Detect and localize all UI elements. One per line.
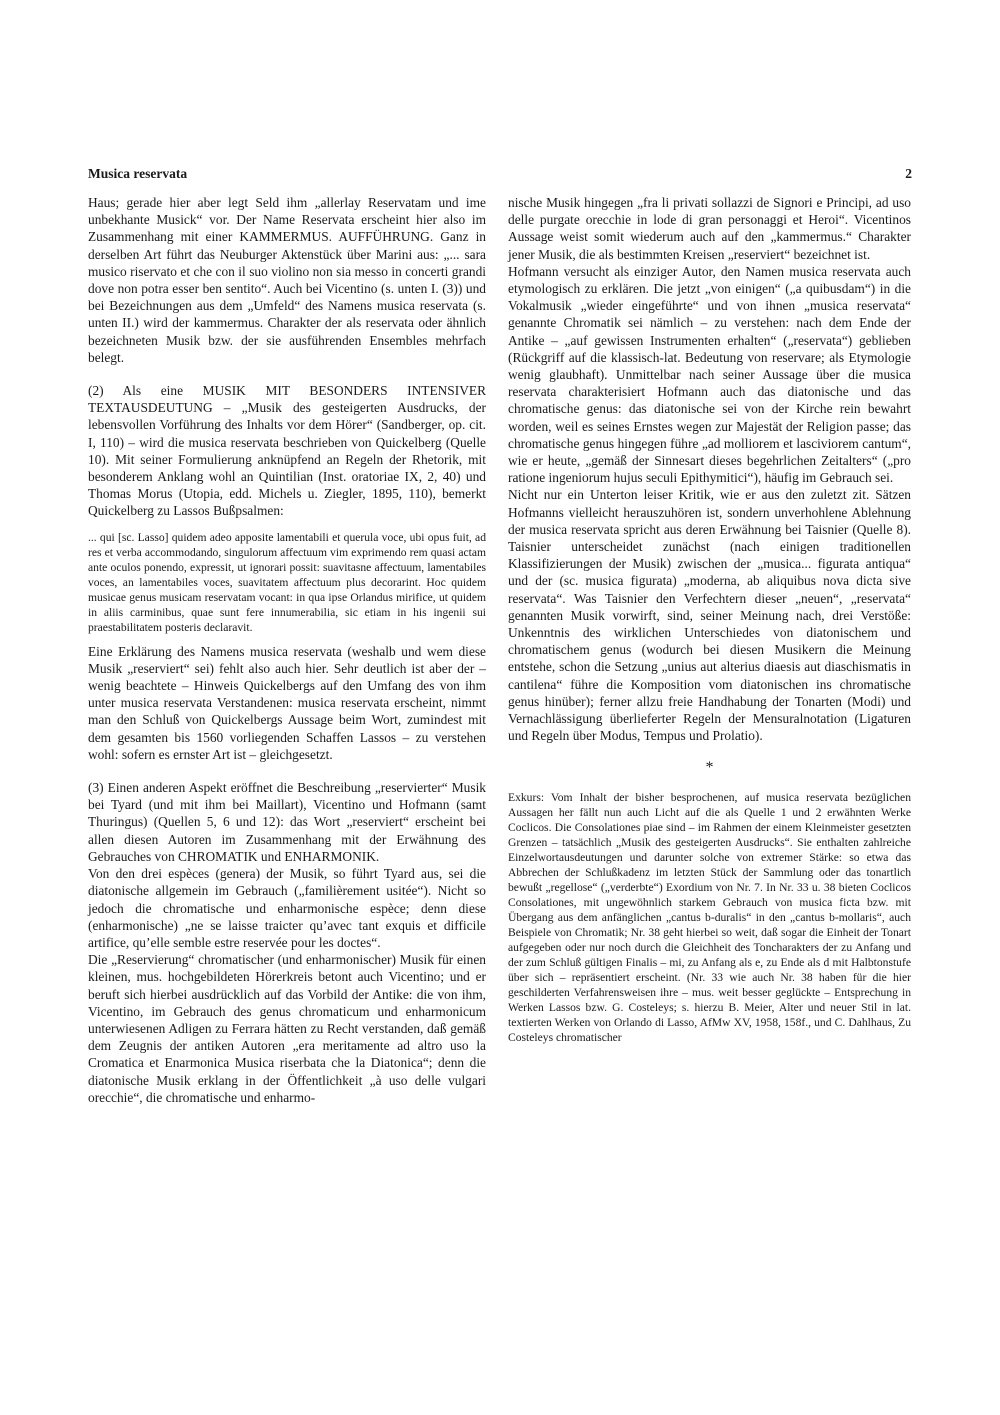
paragraph-reservierung: Die „Reservierung“ chromatischer (und enharmonischer) Musik für einen kleinen, mus. hochgebildeten Hörerkreis betont auch Vicentino; und er beruft sich hierbei ausdrücklich auf das Vorbild der Antike: die von ihm, Vicentino, im Gebrauch des genus chromaticum und enharmonicum unterwiesenen Adligen zu Ferrara hätten zu Recht verstanden, daß gemäß dem Zeugnis der antiken Autoren „era meritamente ad altro uso la Cromatica et Enarmonica Musica riserbata che la Diatonica“; denn die diatonische Musik erklang in der Öffentlichkeit „à uso delle vulgari orecchie“, die chromatische und enharmo- — [88, 952, 486, 1105]
paragraph-haus: Haus; gerade hier aber legt Seld ihm „allerlay Reservatam und ime unbekhante Musick“ vor. Der Name Reservata erscheint hier also im Zusammenhang mit einer KAMMERMUS. AUFFÜHRUNG. Ganz in derselben Art führt das Neuburger Aktenstück über Marini aus: „... sara musico riservato et che con il suo violino non sia messo in concerti grandi dove non potra esser ben sentito“. Auch bei Vicentino (s. unten I. (3)) und bei Bezeichnungen aus dem „Umfeld“ des Namens musica reservata (s. unten II.) wird der kammermus. Charakter der als reservata oder ähnlich bezeichneten Musik bzw. der sie ausführenden Ensembles mehrfach belegt. — [88, 195, 486, 365]
running-title: Musica reservata — [88, 166, 188, 181]
paragraph-taisnier: Nicht nur ein Unterton leiser Kritik, wie er aus den zuletzt zit. Sätzen Hofmanns vielleicht herauszuhören ist, sondern unverhohlene Ablehnung der musica reservata spricht aus deren Erwähnung bei Taisnier (Quelle 8). Taisnier unterscheidet zunächst (nach einigen traditionellen Klassifizierungen der Musik) zwischen der „musica... figurata antiqua“ und der (sc. musica figurata) „moderna, ab aliquibus nova dicta sive reservata“. Was Taisnier den Verfechtern dieser „neuen“, „reservata“ genannten Musik vorwirft, sind, seiner Meinung nach, drei Verstöße: Unkenntnis des wirklichen Unterschiedes von diatonischem und chromatischem genus (wodurch bei diesen Musikern die Meinung entstehe, schon die Setzung „unius aut alterius diaesis aut diaschismatis in cantilena“ führe die Komposition vom diatonischen ins chromatische genus hinüber); ferner allzu freie Handhabung der Tonarten (Modi) und Vernachlässigung überlieferter Regeln der Mensuralnotation (Ligaturen und Regeln über Modus, Tempus und Prolatio). — [508, 487, 911, 744]
paragraph-nische-musik: nische Musik hingegen „fra li privati sollazzi de Signori e Principi, ad uso delle purgate orecchie in lode di gran personaggi et Heroi“. Vicentinos Aussage weist somit wiederum auch auf den „kammermus.“ Charakter jener Musik, die als bestimmten Kreisen „reserviert“ bezeichnet ist. — [508, 195, 911, 262]
paragraph-hofmann: Hofmann versucht als einziger Autor, den Namen musica reservata auch etymologisch zu erklären. Die jetzt „von einigen“ („a quibusdam“) in die Vokalmusik „wieder eingeführte“ und von ihnen „musica reservata“ genannte Chromatik sei nämlich – zu verstehen: nach dem Ende der Antike – „auf gewissen Instrumenten erhalten“ („reservata“) geblieben (Rückgriff auf die klassisch-lat. Bedeutung von reservare; als Etymologie wenig glaubhaft). Unmittelbar nach seiner Aussage über die musica reservata charakterisiert Hofmann auch das diatonische und das chromatische genus: das diatonische sei von der Kirche rein bewahrt worden, weil es seines Ernstes wegen zur Majestät der Religion passe; das chromatische genus hingegen führe „ad molliorem et lasciviorem cantum“, wie er heute, „gemäß der Sinnesart dieses begehrlichen Zeitalters“ („pro ratione ingeniorum hujus seculi Epithymitici“), häufig im Gebrauch sei. — [508, 263, 911, 486]
section-separator: * — [705, 758, 714, 776]
paragraph-tyard: Von den drei espèces (genera) der Musik, so führt Tyard aus, sei die diatonische allgemein im Gebrauch („familièrement usitée“). Nicht so jedoch die chromatische und enharmonische espèce; denn diese (enharmonische) „ne se laisse traicter qu’avec tant exquis et difficile artifice, qu’elle semble estre reservée pour les doctes“. — [88, 866, 486, 950]
paragraph-section-3: (3) Einen anderen Aspekt eröffnet die Beschreibung „reservierter“ Musik bei Tyard (und mit ihm bei Maillart), Vicentino und Hofmann (samt Thuringus) (Quellen 5, 6 und 12): das Wort „reserviert“ erscheint bei allen diesen Autoren im Zusammenhang mit der Erwähnung des Gebrauches von CHROMATIK und ENHARMONIK. — [88, 780, 486, 864]
page-number: 2 — [905, 166, 912, 181]
paragraph-section-2: (2) Als eine MUSIK MIT BESONDERS INTENSIVER TEXTAUSDEUTUNG – „Musik des gesteigerten Ausdrucks, der lebensvollen Vorführung des Inhalts vor dem Hörer“ (Sandberger, op. cit. I, 110) – wird die musica reservata beschrieben von Quickelberg (Quelle 10). Mit seiner Formulierung anknüpfend an Regeln der Rhetorik, mit besonderem Anklang wohl an Quintilian (Inst. oratoriae IX, 2, 40) und Thomas Morus (Utopia, edd. Michels u. Ziegler, 1895, 110), bemerkt Quickelberg zu Lassos Bußpsalmen: — [88, 383, 486, 519]
latin-quotation: ... qui [sc. Lasso] quidem adeo apposite lamentabili et querula voce, ubi opus fuit, ad res et verba accommodando, singulorum affectuum vim exprimendo rem quasi actam ante oculos ponendo, expressit, ut ignorari possit: suavitasne affectuum, lamentabiles voces, an lamentabiles voces, suavitatem affectuum plus decorarint. Hoc quidem musicae genus musicam reservatam vocant: in qua ipse Orlandus mirifice, ut quidem in aliis carminibus, quae sunt fere innumerabilia, sic etiam in his ingenii sui praestabilitatem posteris declaravit. — [88, 530, 486, 634]
page-header — [88, 166, 912, 186]
left-column — [88, 194, 486, 1106]
excursus-note: Exkurs: Vom Inhalt der bisher besprochenen, auf musica reservata bezüglichen Aussagen her fällt nun auch Licht auf die als Quelle 1 und 2 erwähnten Werke Coclicos. Die Consolationes piae sind – im Rahmen der einem Kleinmeister gesetzten Grenzen – tatsächlich „Musik des gesteigerten Ausdrucks“. Sie enthalten zahlreiche Einzelwortausdeutungen und darunter solche von extremer Stärke: so etwa das Abbrechen der Schlußkadenz im letzten Stück der Sammlung oder das tonartlich bewußt „regellose“ („verderbte“) Exordium von Nr. 7. In Nr. 33 u. 38 bieten Coclicos Consolationes, mit ungewöhnlich starkem Gebrauch von musica ficta bzw. mit Übergang aus dem anfänglichen „cantus b-duralis“ in den „cantus b-mollaris“, auch Beispiele von Chromatik; Nr. 38 geht hierbei so weit, daß sogar die Einheit der Tonart aufgegeben oder nur noch durch die Gleichheit des Toncharakters der zu Anfang und der zum Schluß gültigen Finalis – mi, zu Anfang als e, zu Ende als d mit Halbtonstufe über sich – repräsentiert erscheint. (Nr. 33 wie auch Nr. 38 haben für die hier geschilderten Verfahrensweisen ihre – mus. weit besser geglückte – Entsprechung in Werken Lassos bzw. G. Costeleys; s. hierzu B. Meier, Alter und neuer Stil in lat. textierten Werken von Orlando di Lasso, AfMw XV, 1958, 158f., und C. Dahlhaus, Zu Costeleys chromatischer — [508, 790, 911, 1044]
paragraph-erklaerung: Eine Erklärung des Namens musica reservata (weshalb und wem diese Musik „reserviert“ sei) fehlt also auch hier. Sehr deutlich ist aber der – wenig beachtete – Hinweis Quickelbergs auf den Umfang des von ihm unter musica reservata Verstandenen: musica reservata erscheint, nimmt man den Schluß von Quickelbergs Aussage beim Wort, zumindest mit dem gesamten bis 1560 vorliegenden Schaffen Lassos – zu verstehen wohl: sofern es ernster Art ist – gleichgesetzt. — [88, 643, 486, 762]
right-column — [508, 194, 911, 1045]
